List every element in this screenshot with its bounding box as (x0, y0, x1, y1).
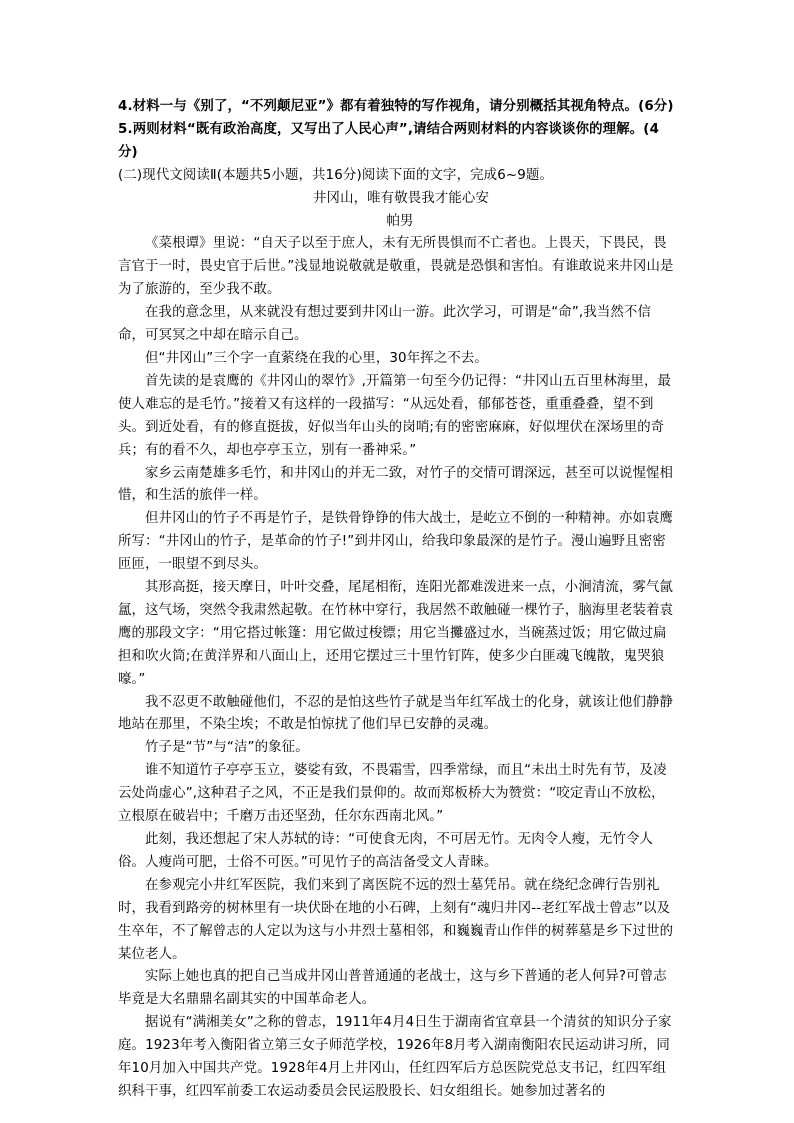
paragraph-3: 但“井冈山”三个字一直萦绕在我的心里，30年挥之不去。 (145, 350, 488, 366)
paragraph-6: 但井冈山的竹子不再是竹子，是铁骨铮铮的伟大战士，是屹立不倒的一种精神。亦如袁鹰所写：“井冈山的竹子，是革命的竹子!”到井冈山，给我印象最深的是竹子。漫山遍野且密密匝匝，一眼望不到尽头。 (118, 511, 674, 573)
paragraph-5: 家乡云南楚雄多毛竹，和井冈山的并无二致，对竹子的交情可谓深远，甚至可以说惺惺相惜，和生活的旅伴一样。 (118, 465, 674, 504)
article-author: 帕男 (386, 213, 414, 229)
article-title: 井冈山，唯有敬畏我才能心安 (312, 190, 490, 206)
paragraph-7: 其形高挺，接天摩日，叶叶交叠，尾尾相衔，连阳光都难泼进来一点，小涧清流，雾气氤氲，这气场，突然令我肃然起敬。在竹林中穿行，我居然不敢触碰一棵竹子，脑海里老装着袁鹰的那段文字：“用它搭过帐篷：用它做过梭镖；用它当攤盛过水，当碗蒸过饭；用它做过扁担和吹火筒;在黄洋界和八面山上，还用它摆过三十里竹钉阵，使多少白匪魂飞魄散，鬼哭狼嚎。” (118, 580, 674, 687)
paragraph-4: 首先读的是袁鹰的《井冈山的翠竹》,开篇第一句至今仍记得：“井冈山五百里林海里，最使人难忘的是毛竹。”接着又有这样的一段描写：“从远处看，郁郁苍苍，重重叠叠，望不到头。到近处看，有的修直挺拔，好似当年山头的岗哨;有的密密麻麻，好似埋伏在深场里的奇兵；有的看不久，却也亭亭玉立，别有一番神采。” (118, 373, 672, 458)
paragraph-10: 谁不知道竹子亭亭玉立，婆娑有致，不畏霜雪，四季常绿，而且“未出土时先有节，及凌云处尚虚心”,这种君子之风，不正是我们景仰的。故而郑板桥大为赞赏：“咬定青山不放松，立根原在破岩中；千磨万击还坚劲，任尔东西南北风。” (118, 763, 667, 825)
paragraph-12: 在参观完小井红军医院，我们来到了离医院不远的烈士墓凭吊。就在绕纪念碑行告别礼时，我看到路旁的树林里有一块伏卧在地的小石碑，上刻有“魂归井冈--老红军战士曾志”以及生卒年，不了解曾志的人定以为这与小井烈士墓相邻，和巍巍青山作伴的树葬墓是乡下过世的某位老人。 (118, 877, 674, 962)
paragraph-8: 我不忍更不敢触碰他们，不忍的是怕这些竹子就是当年红军战士的化身，就该让他们静静地站在那里，不染尘埃；不敢是怕惊扰了他们早已安静的灵魂。 (118, 694, 674, 733)
paragraph-1: 《菜根谭》里说：“自天子以至于庶人，未有无所畏惧而不亡者也。上畏天，下畏民，畏言官于一时，畏史官于后世。”浅显地说敬就是敬重，畏就是恐惧和害怕。有谁敢说来井冈山是为了旅游的，至少我不敢。 (118, 236, 674, 298)
question-4: 4.材料一与《别了，“不列颠尼亚”》都有着独特的写作视角，请分别概括其视角特点。(6分) (118, 99, 674, 114)
question-5: 5.两则材料“既有政治高度，又写出了人民心声”,请结合两则材料的内容谈谈你的理解。(4分) (118, 121, 660, 160)
paragraph-9: 竹子是“节”与“洁”的象征。 (145, 740, 309, 756)
paragraph-14: 据说有“满湘美女”之称的曾志，1911年4月4日生于湖南省宜章县一个清贫的知识分子家庭。1923年考入衡阳省立第三女子师范学校，1926年8月考入湖南衡阳农民运动讲习所，同年10月加入中国共产党。1928年4月上井冈山，任红四军后方总医院党总支书记，红四军组织科干事，红四军前委工农运动委员会民运股股长、妇女组组长。她参加过著名的 (118, 1015, 672, 1099)
paragraph-2: 在我的意念里，从来就没有想过要到井冈山一游。此次学习，可谓是“命”,我当然不信命，可冥冥之中却在暗示自己。 (118, 305, 652, 344)
paragraph-11: 此刻，我还想起了宋人苏轼的诗：“可使食无肉，不可居无竹。无肉令人瘦，无竹令人俗。人瘦尚可肥，士俗不可医。”可见竹子的高洁备受文人青睐。 (118, 832, 654, 870)
section-header: (二)现代文阅读Ⅱ(本题共5小题，共16分)阅读下面的文字，完成6~9题。 (118, 167, 554, 183)
paragraph-13: 实际上她也真的把自己当成井冈山普普通通的老战士，这与乡下普通的老人何异?可曾志毕竟是大名鼎鼎名副其实的中国革命老人。 (118, 969, 667, 1008)
document-page (118, 96, 676, 1104)
